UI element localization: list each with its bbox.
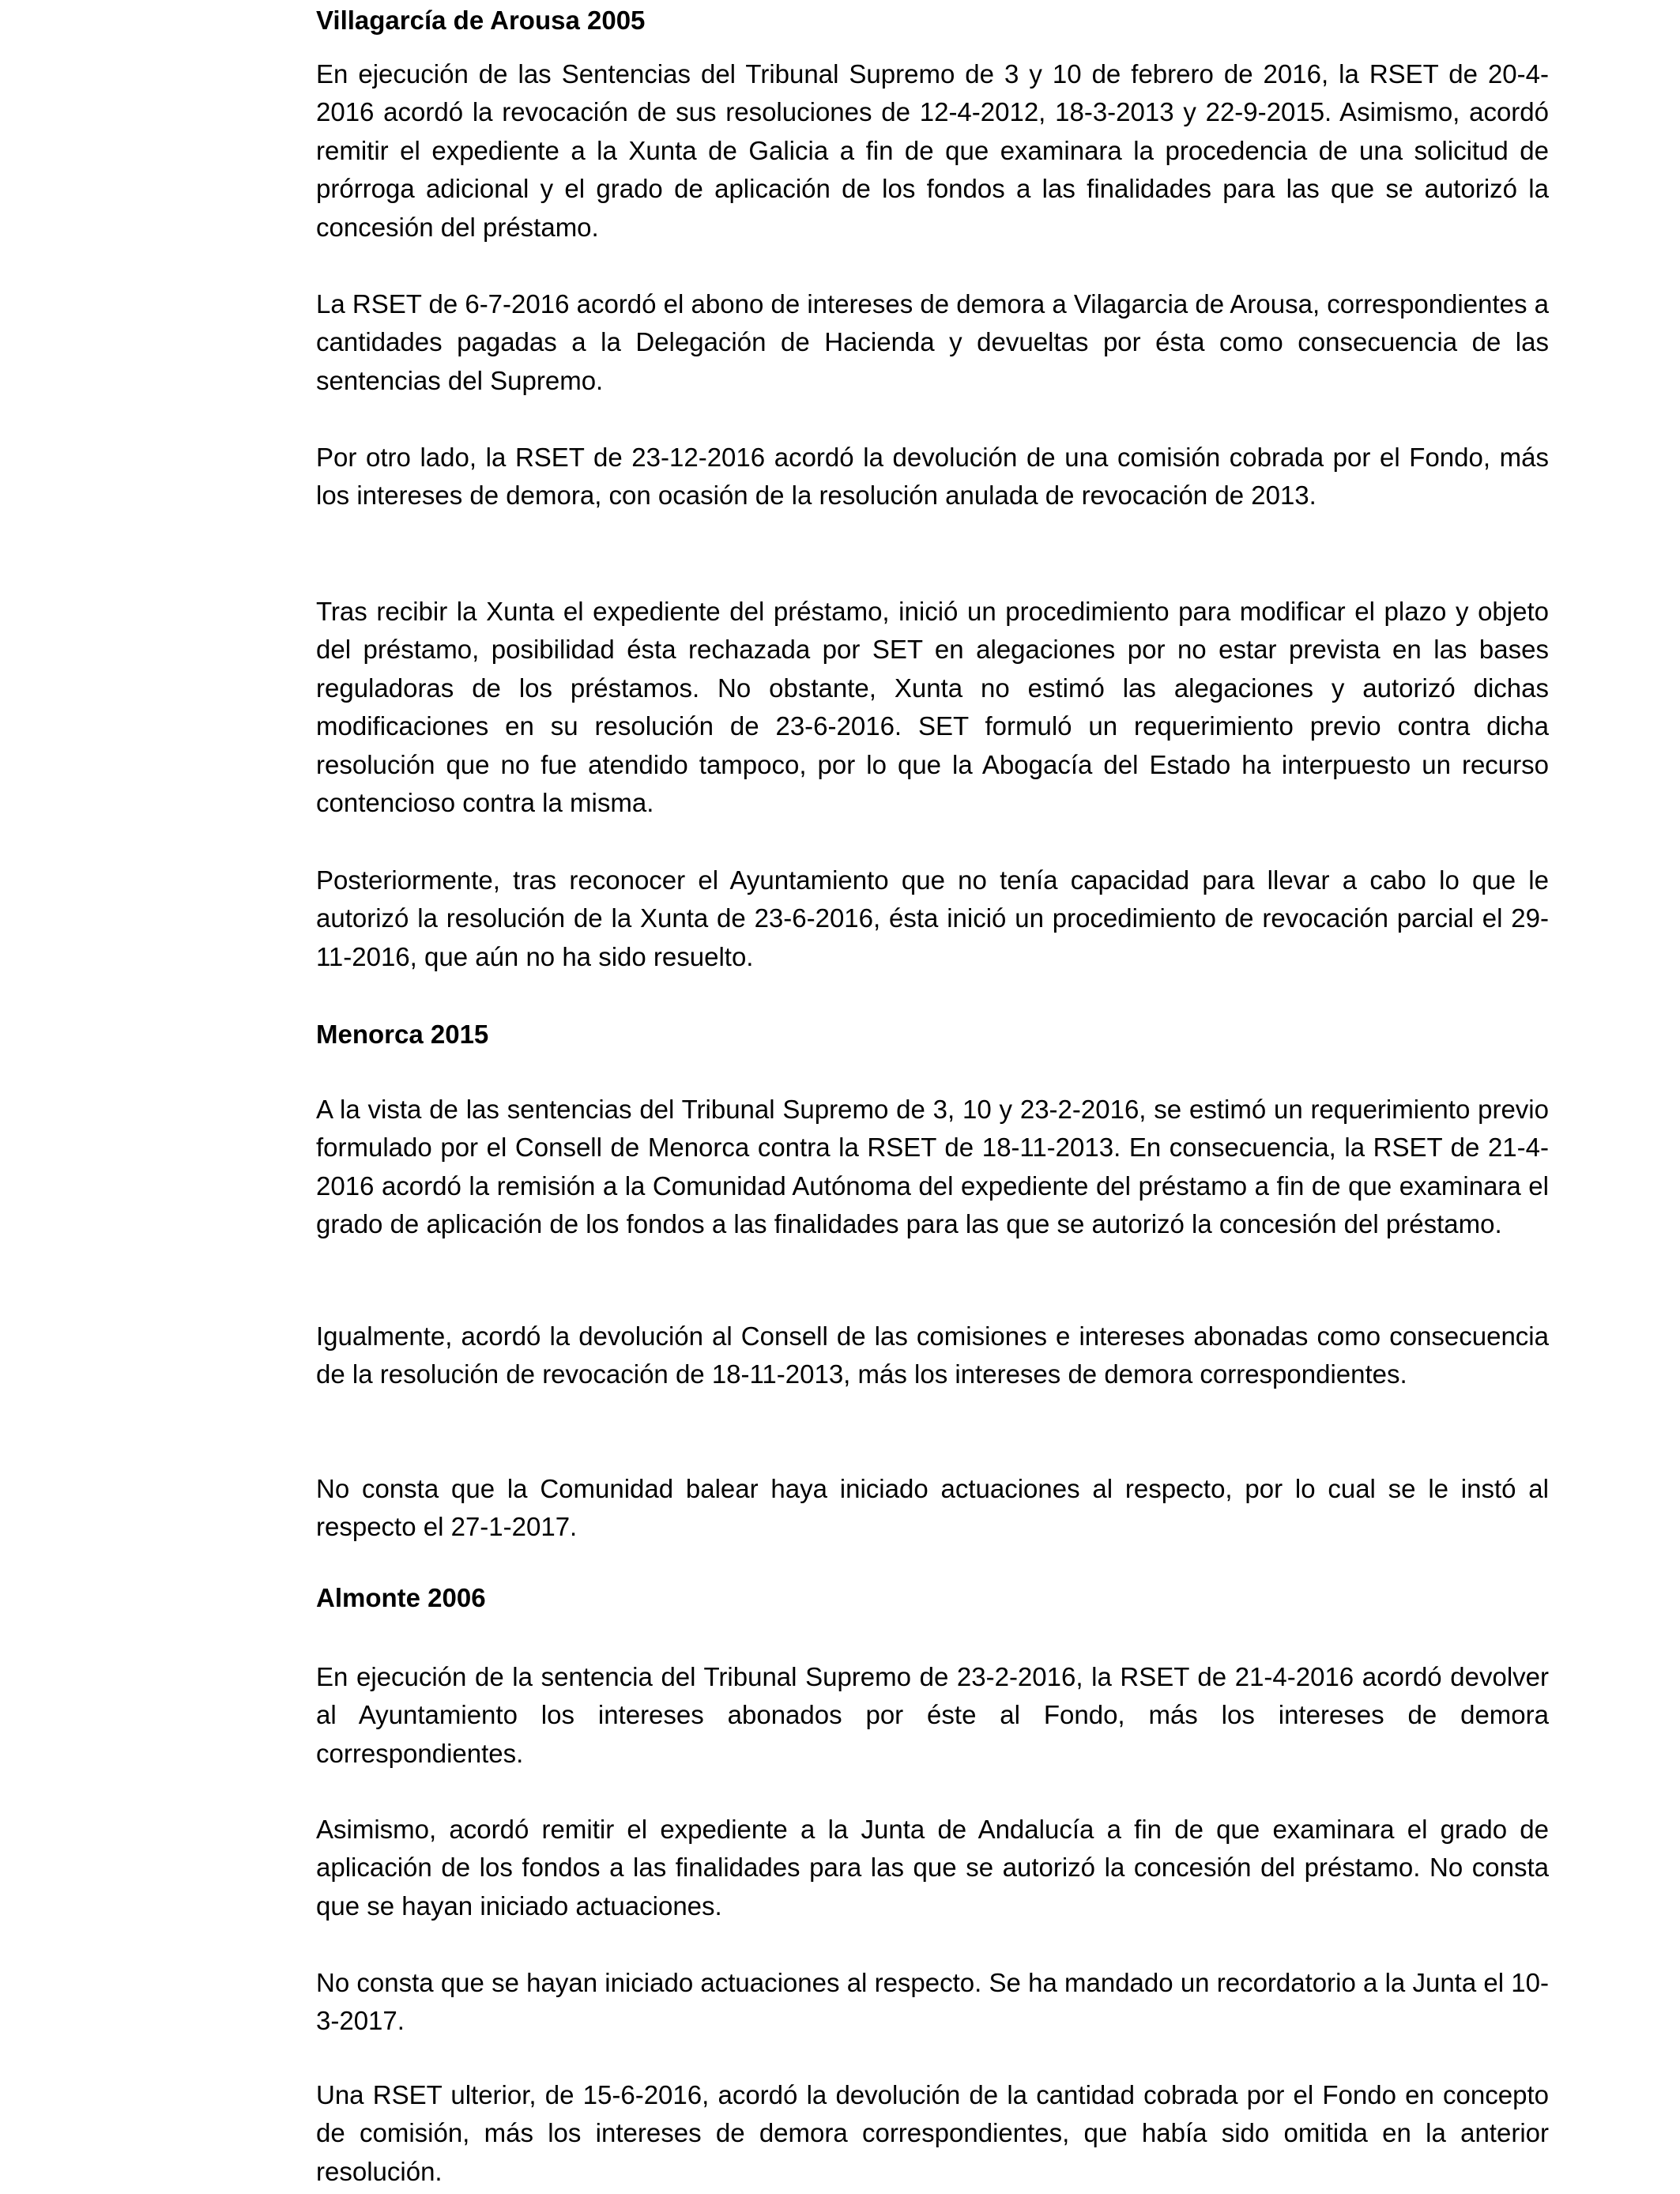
paragraph: En ejecución de la sentencia del Tribunal Supremo de 23-2-2016, la RSET de 21-4-2016 acordó devolver al Ayuntamiento los intereses abonados por éste al Fondo, más los intereses de demora correspondientes.: [316, 1662, 1549, 1768]
paragraph: No consta que se hayan iniciado actuaciones al respecto. Se ha mandado un recordatorio a la Junta el 10-3-2017.: [316, 1968, 1549, 2036]
section-heading-almonte: Almonte 2006: [316, 1583, 486, 1612]
section-heading-menorca: Menorca 2015: [316, 1020, 489, 1049]
paragraph: Igualmente, acordó la devolución al Consell de las comisiones e intereses abonadas como consecuencia de la resolución de revocación de 18-11-2013, más los intereses de demora correspondientes.: [316, 1321, 1549, 1389]
paragraph: Posteriormente, tras reconocer el Ayuntamiento que no tenía capacidad para llevar a cabo lo que le autorizó la resolución de la Xunta de 23-6-2016, ésta inició un procedimiento de revocación parcial el 29-11-2016, que aún no ha sido resuelto.: [316, 865, 1549, 971]
paragraph: La RSET de 6-7-2016 acordó el abono de intereses de demora a Vilagarcia de Arousa, correspondientes a cantidades pagadas a la Delegación de Hacienda y devueltas por ésta como consecuencia de las sentencias del Supremo.: [316, 289, 1549, 395]
paragraph: A la vista de las sentencias del Tribunal Supremo de 3, 10 y 23-2-2016, se estimó un requerimiento previo formulado por el Consell de Menorca contra la RSET de 18-11-2013. En consecuencia, la RSET de 21-4-2016 acordó la remisión a la Comunidad Autónoma del expediente del préstamo a fin de que examinara el grado de aplicación de los fondos a las finalidades para las que se autorizó la concesión del préstamo.: [316, 1095, 1549, 1239]
paragraph: No consta que la Comunidad balear haya iniciado actuaciones al respecto, por lo cual se le instó al respecto el 27-1-2017.: [316, 1474, 1549, 1542]
section-heading-villagarcia: Villagarcía de Arousa 2005: [316, 6, 646, 35]
paragraph: Tras recibir la Xunta el expediente del préstamo, inició un procedimiento para modificar el plazo y objeto del préstamo, posibilidad ésta rechazada por SET en alegaciones por no estar prevista en las bases reguladoras de los préstamos. No obstante, Xunta no estimó las alegaciones y autorizó dichas modificaciones en su resolución de 23-6-2016. SET formuló un requerimiento previo contra dicha resolución que no fue atendido tampoco, por lo que la Abogacía del Estado ha interpuesto un recurso contencioso contra la misma.: [316, 597, 1549, 818]
paragraph: En ejecución de las Sentencias del Tribunal Supremo de 3 y 10 de febrero de 2016, la RSET de 20-4-2016 acordó la revocación de sus resoluciones de 12-4-2012, 18-3-2013 y 22-9-2015. Asimismo, acordó remitir el expediente a la Xunta de Galicia a fin de que examinara la procedencia de una solicitud de prórroga adicional y el grado de aplicación de los fondos a las finalidades para las que se autorizó la concesión del préstamo.: [316, 59, 1549, 242]
paragraph: Asimismo, acordó remitir el expediente a la Junta de Andalucía a fin de que examinara el grado de aplicación de los fondos a las finalidades para las que se autorizó la concesión del préstamo. No consta que se hayan iniciado actuaciones.: [316, 1815, 1549, 1921]
paragraph: Una RSET ulterior, de 15-6-2016, acordó la devolución de la cantidad cobrada por el Fondo en concepto de comisión, más los intereses de demora correspondientes, que había sido omitida en la anterior resolución.: [316, 2080, 1549, 2186]
paragraph: Por otro lado, la RSET de 23-12-2016 acordó la devolución de una comisión cobrada por el Fondo, más los intereses de demora, con ocasión de la resolución anulada de revocación de 2013.: [316, 443, 1549, 511]
